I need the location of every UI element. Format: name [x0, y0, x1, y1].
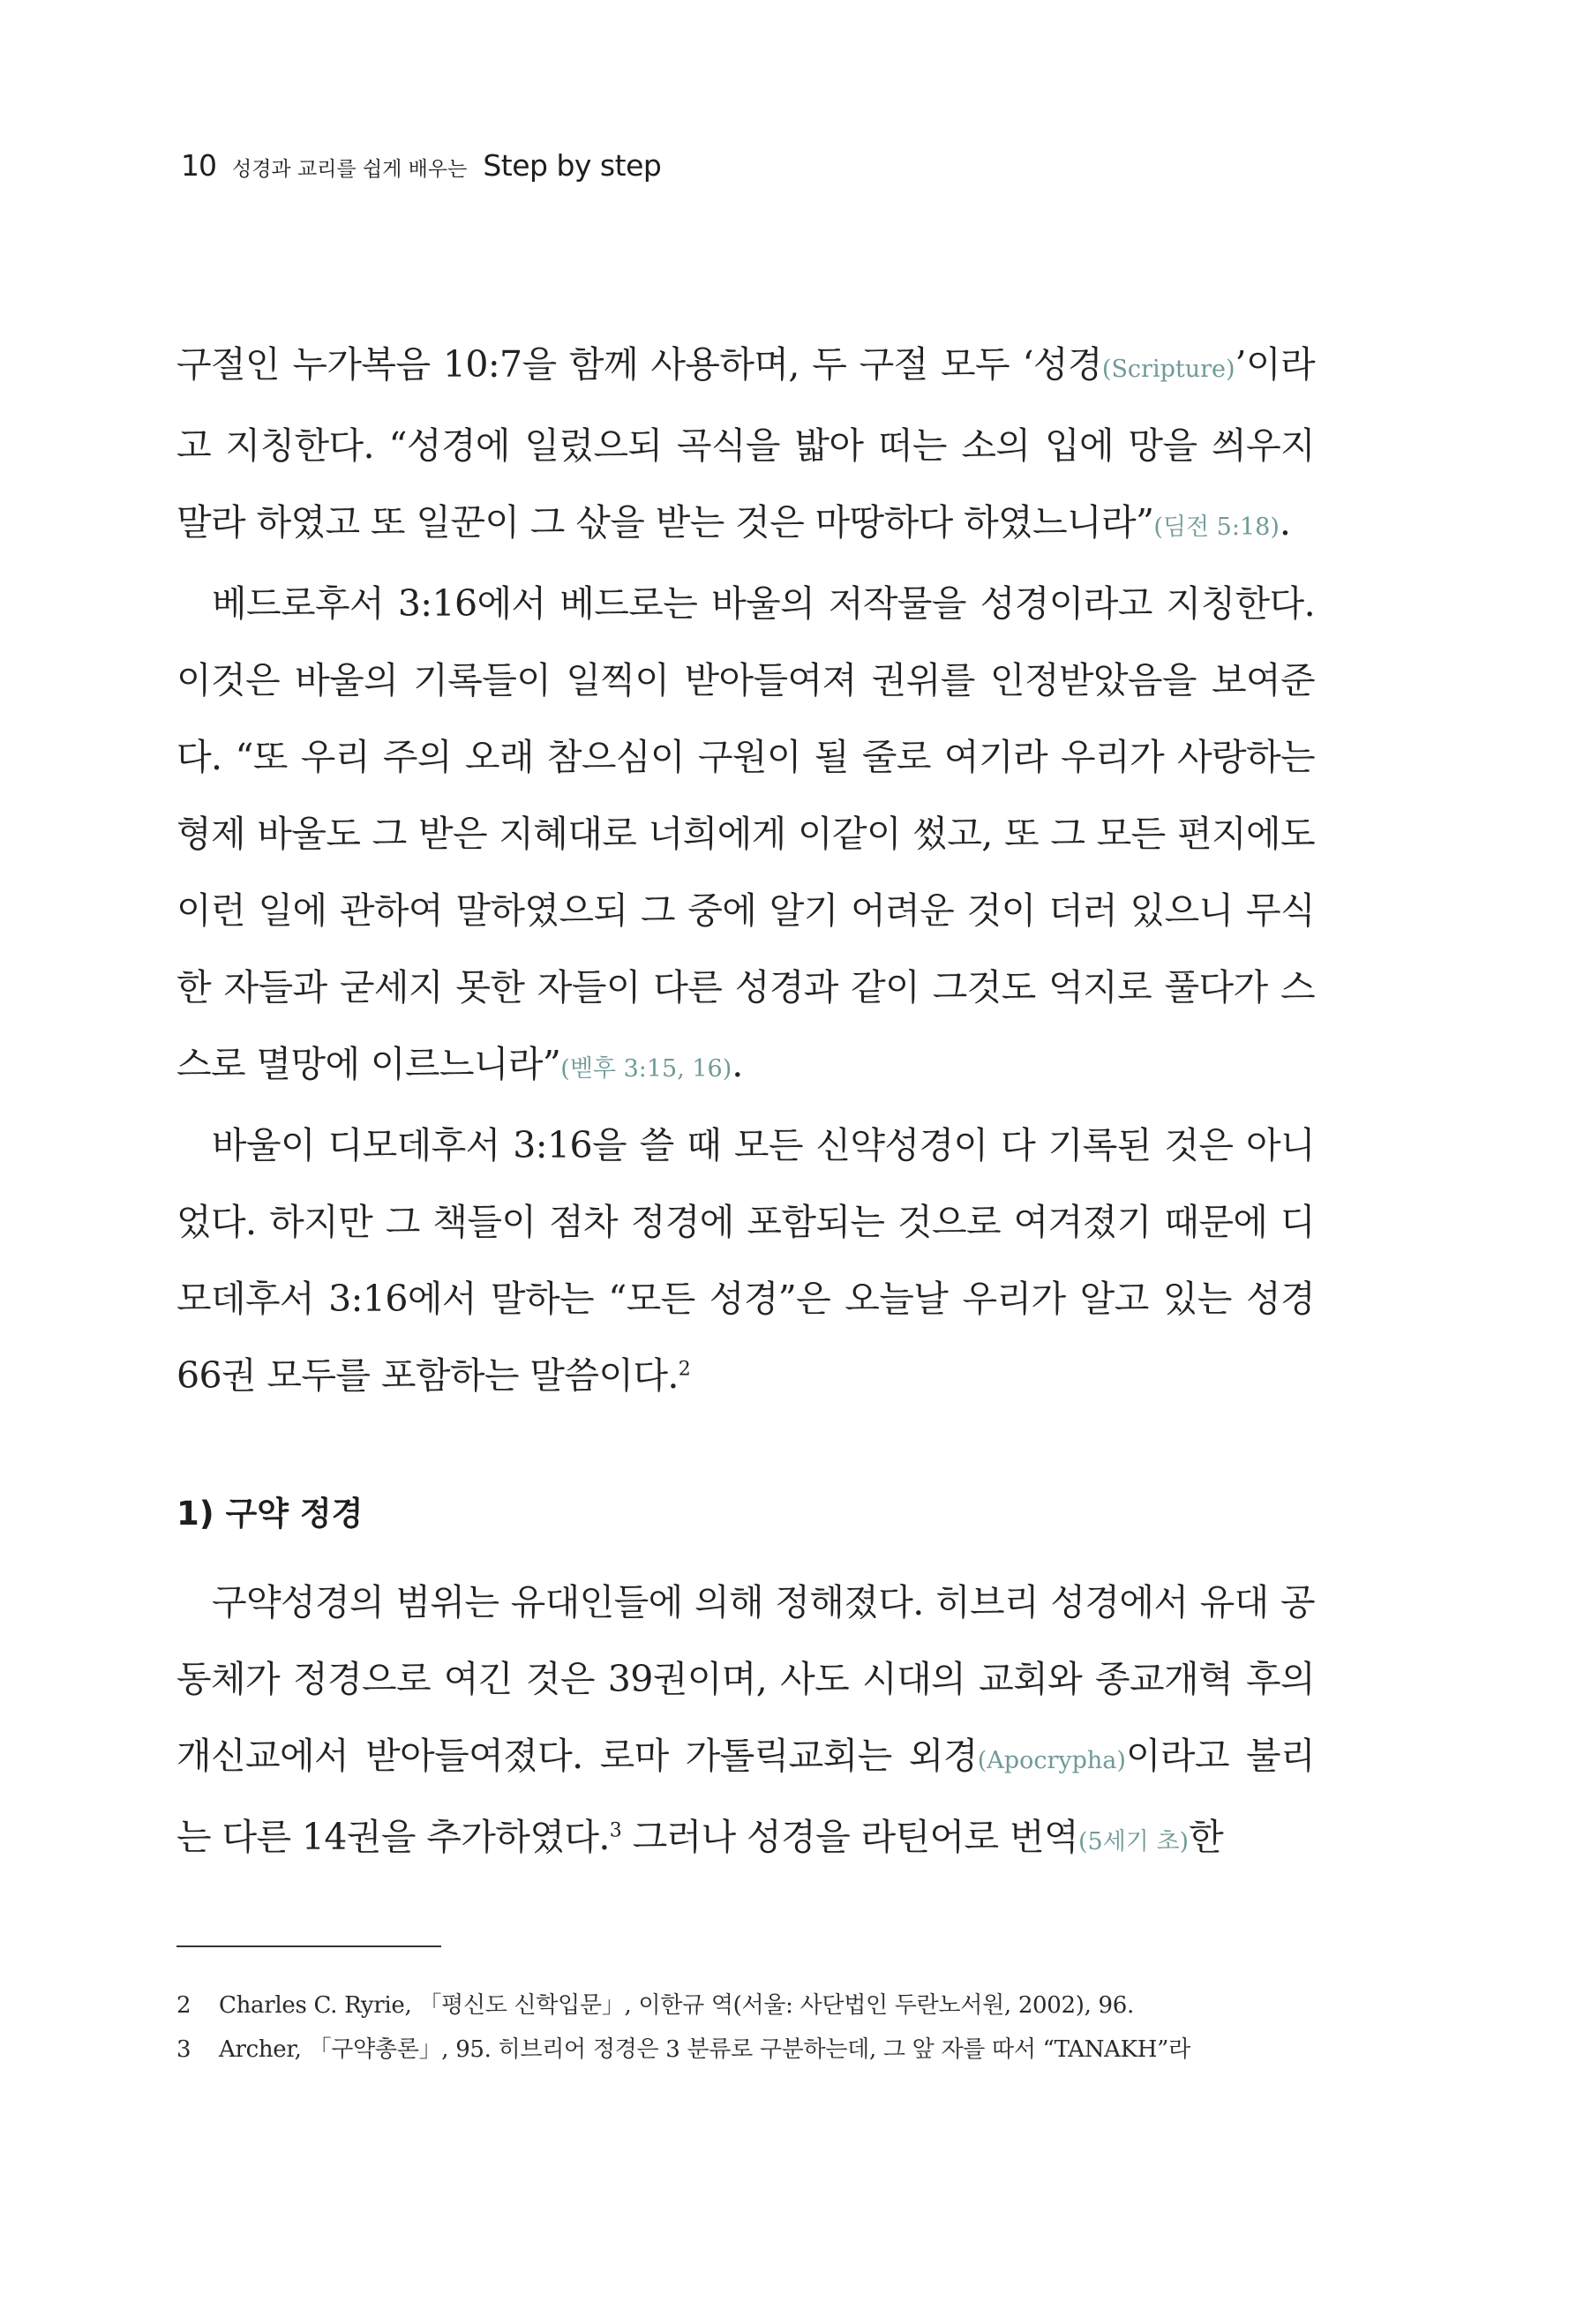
footnote-divider — [176, 1945, 441, 1947]
footnote-text: Charles C. Ryrie, 「평신도 신학입문」, 이한규 역(서울: 사단법인 두란노서원, 2002), 96. — [219, 1992, 1135, 2019]
page-number: 10 — [181, 148, 216, 183]
footnote-text: Archer, 「구약총론」, 95. 히브리어 정경은 3 분류로 구분하는데, 그 앞 자를 따서 “TANAKH”라 — [219, 2036, 1190, 2063]
text-run: ’이라고 지칭한다. “성경에 일렀으되 곡식을 밟아 떠는 소의 입에 망을 씌우지 말라 하였고 또 일꾼이 그 삯을 받는 것은 마땅하다 하였느니라” — [176, 343, 1315, 544]
text-run: 구약성경의 범위는 유대인들에 의해 정해졌다. 히브리 성경에서 유대 공동체가 정경으로 여긴 것은 39권이며, 사도 시대의 교회와 종교개혁 후의 개신교에서 받아들여졌다. 로마 가톨릭교회는 외경 — [176, 1581, 1315, 1777]
inline-reference: (Scripture) — [1101, 356, 1235, 383]
footnote-number: 2 — [176, 1992, 191, 2019]
running-header — [181, 148, 661, 192]
series-title: Step by step — [483, 148, 662, 183]
text-run: 베드로후서 3:16에서 베드로는 바울의 저작물을 성경이라고 지칭한다. 이것은 바울의 기록들이 일찍이 받아들여져 권위를 인정받았음을 보여준다. “또 우리 주의 오래 참으심이 구원이 될 줄로 여기라 우리가 사랑하는 형제 바울도 그 받은 지혜대로 너희에게 이같이 썼고, 또 그 모든 편지에도 이런 일에 관하여 말하였으되 그 중에 알기 어려운 것이 더러 있으니 무식한 자들과 굳세지 못한 자들이 다른 성경과 같이 그것도 억지로 풀다가 스스로 멸망에 이르느니라” — [176, 582, 1315, 1085]
text-run: . — [732, 1043, 743, 1085]
inline-reference: (5세기 초) — [1077, 1828, 1190, 1855]
text-run: 이라고 불리는 다른 14권을 추가하였다. — [176, 1735, 1315, 1858]
text-run: 그러나 성경을 라틴어로 번역 — [621, 1816, 1078, 1858]
footnote-marker: 3 — [609, 1819, 622, 1842]
paragraph-3 — [176, 1107, 1315, 1414]
paragraph-1 — [176, 326, 1315, 566]
body-text — [176, 326, 1315, 1414]
section-body — [176, 1564, 1315, 1880]
footnote-item — [176, 1983, 1324, 2028]
scripture-reference: (딤전 5:18) — [1153, 514, 1280, 541]
footnote-number: 3 — [176, 2036, 191, 2063]
scripture-reference: (벧후 3:15, 16) — [560, 1055, 732, 1083]
text-run: 한 — [1189, 1816, 1224, 1858]
inline-reference: (Apocrypha) — [977, 1747, 1126, 1774]
footnote-item — [176, 2028, 1324, 2072]
footnotes — [176, 1983, 1324, 2072]
footnote-marker: 2 — [678, 1358, 691, 1381]
paragraph-2 — [176, 566, 1315, 1107]
paragraph-4 — [176, 1564, 1315, 1880]
text-run: 바울이 디모데후서 3:16을 쓸 때 모든 신약성경이 다 기록된 것은 아니었다. 하지만 그 책들이 점차 정경에 포함되는 것으로 여겨졌기 때문에 디모데후서 3:16에서 말하는 “모든 성경”은 오늘날 우리가 알고 있는 성경 66권 모두를 포함하는 말씀이다. — [176, 1124, 1315, 1397]
text-run: 구절인 누가복음 10:7을 함께 사용하며, 두 구절 모두 ‘성경 — [176, 343, 1102, 386]
section-heading: 1) 구약 정경 — [176, 1495, 364, 1533]
text-run: . — [1279, 501, 1291, 544]
book-title: 성경과 교리를 쉽게 배우는 — [232, 158, 468, 181]
